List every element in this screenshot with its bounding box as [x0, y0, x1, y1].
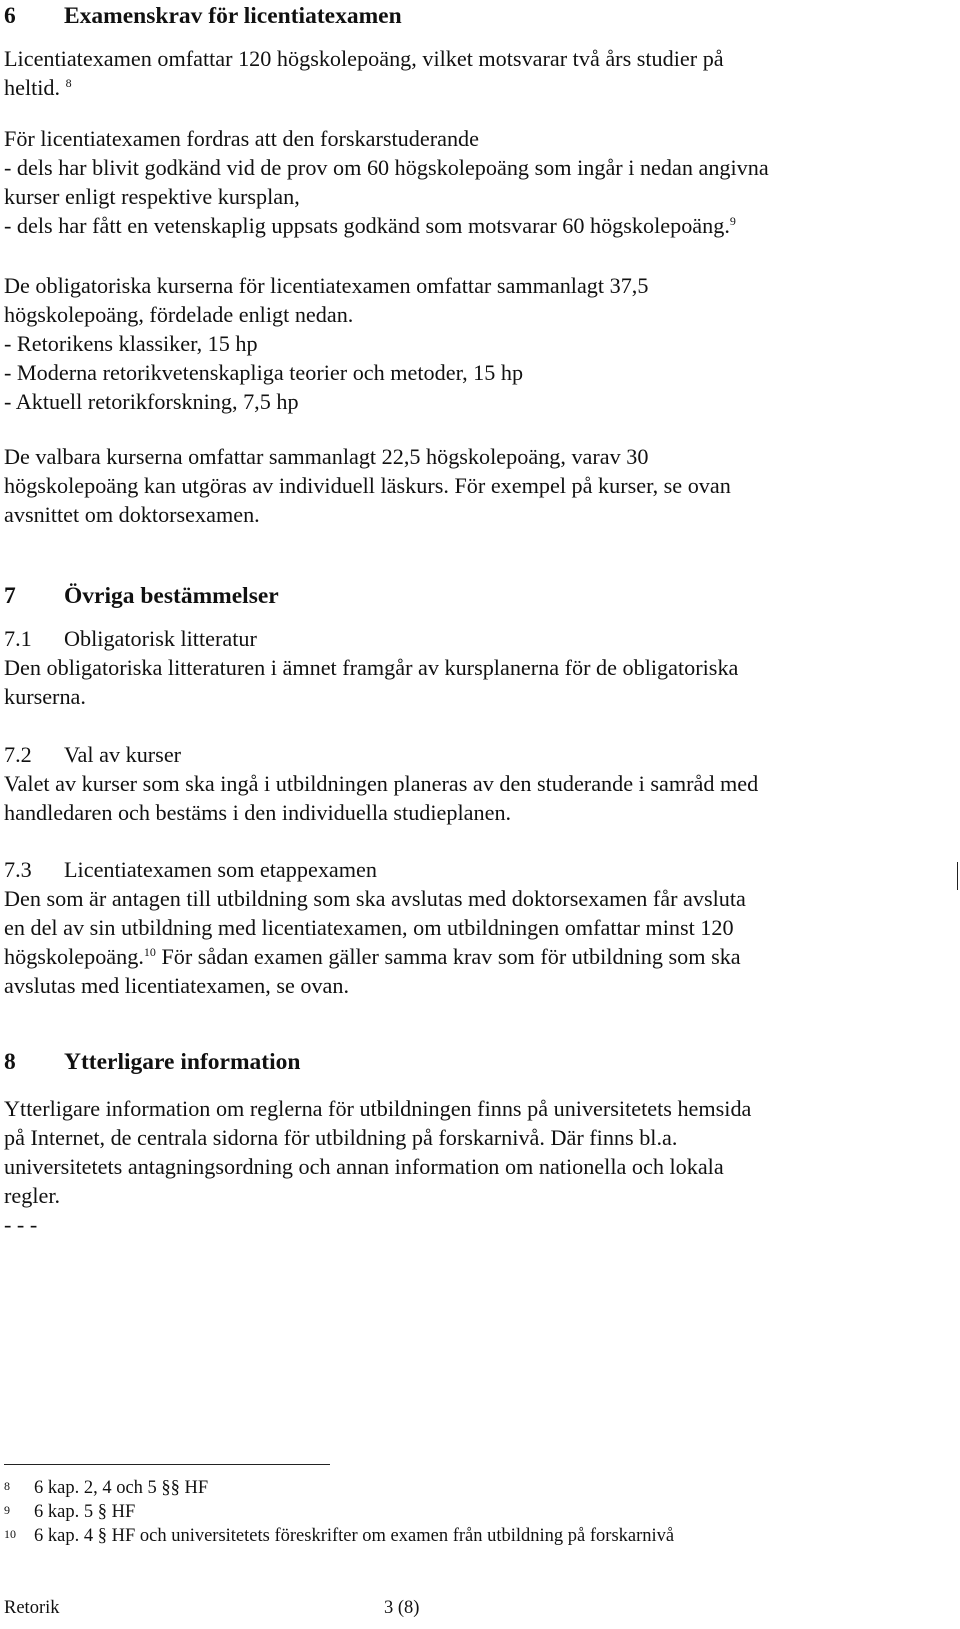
footnote-ref: 8	[65, 76, 72, 90]
footnote-separator	[4, 1464, 330, 1465]
list-item: - Retorikens klassiker, 15 hp	[4, 331, 258, 356]
footnote-text: 6 kap. 4 § HF och universitetets föreskrifter om examen från utbildning på forskarnivå	[34, 1526, 675, 1546]
footnote-ref: 10	[143, 945, 156, 959]
margin-change-bar	[957, 862, 958, 890]
text-line: kurserna.	[4, 684, 86, 709]
subsection-number: 7.3	[4, 857, 32, 882]
section-title: Övriga bestämmelser	[64, 583, 279, 609]
footer-subject: Retorik	[4, 1598, 60, 1618]
text-line: universitetets antagningsordning och annan information om nationella och lokala	[4, 1154, 724, 1179]
text-line: högskolepoäng kan utgöras av individuell läskurs. För exempel på kurser, se ovan	[4, 473, 731, 498]
subsection-number: 7.2	[4, 742, 32, 767]
subsection-title: Val av kurser	[64, 742, 182, 767]
subsection-number: 7.1	[4, 626, 32, 651]
text-line: på Internet, de centrala sidorna för utbildning på forskarnivå. Där finns bl.a.	[4, 1125, 678, 1150]
text-line: Den obligatoriska litteraturen i ämnet framgår av kursplanerna för de obligatoriska	[4, 655, 739, 680]
subsection-7-1	[4, 624, 944, 711]
footnote-text: 6 kap. 2, 4 och 5 §§ HF	[34, 1478, 209, 1498]
subsection-7-3	[4, 855, 944, 1000]
section-number: 8	[4, 1049, 16, 1075]
text-line: en del av sin utbildning med licentiatexamen, om utbildningen omfattar minst 120	[4, 915, 734, 940]
text-line: De valbara kurserna omfattar sammanlagt 22,5 högskolepoäng, varav 30	[4, 444, 649, 469]
text-line	[4, 942, 944, 971]
footnote-mark: 10	[4, 1527, 16, 1541]
text-line: De obligatoriska kurserna för licentiatexamen omfattar sammanlagt 37,5	[4, 273, 649, 298]
text-line: För licentiatexamen fordras att den forskarstuderande	[4, 126, 479, 151]
text-line: handledaren och bestäms i den individuella studieplanen.	[4, 800, 512, 825]
section-number: 7	[4, 583, 16, 609]
text-line: Den som är antagen till utbildning som ska avslutas med doktorsexamen får avsluta	[4, 886, 746, 911]
text-line	[4, 211, 944, 240]
section-8-heading	[4, 1048, 944, 1077]
list-item: - Moderna retorikvetenskapliga teorier och metoder, 15 hp	[4, 360, 524, 385]
text-line: avslutas med licentiatexamen, se ovan.	[4, 973, 350, 998]
footnote	[4, 1500, 135, 1524]
text-line: kurser enligt respektive kursplan,	[4, 184, 300, 209]
paragraph-elective-courses	[4, 442, 944, 529]
text-line: Valet av kurser som ska ingå i utbildningen planeras av den studerande i samråd med	[4, 771, 759, 796]
section-6-heading	[4, 2, 944, 31]
subsection-title: Obligatorisk litteratur	[64, 626, 257, 651]
text-fragment: - dels har fått en vetenskaplig uppsats godkänd som motsvarar 60 högskolepoäng.	[4, 213, 730, 238]
footnote-mark: 9	[4, 1503, 10, 1517]
paragraph-mandatory-courses	[4, 271, 944, 416]
text-line: Licentiatexamen omfattar 120 högskolepoäng, vilket motsvarar två års studier på	[4, 46, 724, 71]
text-fragment: högskolepoäng.	[4, 944, 144, 969]
footnote-ref: 9	[729, 214, 736, 228]
paragraph-credits	[4, 44, 944, 102]
footnote-text: 6 kap. 5 § HF	[34, 1502, 136, 1522]
text-line: avsnittet om doktorsexamen.	[4, 502, 260, 527]
section-number: 6	[4, 3, 16, 29]
text-fragment: heltid.	[4, 75, 61, 100]
footnote	[4, 1524, 674, 1548]
text-line: Ytterligare information om reglerna för utbildningen finns på universitetets hemsida	[4, 1096, 752, 1121]
footnote	[4, 1476, 208, 1500]
paragraph-further-info	[4, 1094, 944, 1239]
footnote-mark: 8	[4, 1479, 10, 1493]
end-marker: - - -	[4, 1212, 38, 1237]
subsection-7-2	[4, 740, 944, 827]
text-line: högskolepoäng, fördelade enligt nedan.	[4, 302, 354, 327]
footer-page-number: 3 (8)	[384, 1598, 420, 1618]
subsection-heading	[4, 624, 944, 653]
list-item: - Aktuell retorikforskning, 7,5 hp	[4, 389, 299, 414]
text-line: regler.	[4, 1183, 61, 1208]
subsection-heading	[4, 740, 944, 769]
subsection-title: Licentiatexamen som etappexamen	[64, 857, 377, 882]
section-7-heading	[4, 582, 944, 611]
text-fragment: För sådan examen gäller samma krav som för utbildning som ska	[161, 944, 741, 969]
subsection-heading	[4, 855, 944, 884]
paragraph-requirements	[4, 124, 944, 240]
section-title: Examenskrav för licentiatexamen	[64, 3, 402, 29]
text-line: - dels har blivit godkänd vid de prov om 60 högskolepoäng som ingår i nedan angivna	[4, 155, 769, 180]
section-title: Ytterligare information	[64, 1049, 301, 1075]
text-line	[4, 73, 944, 102]
